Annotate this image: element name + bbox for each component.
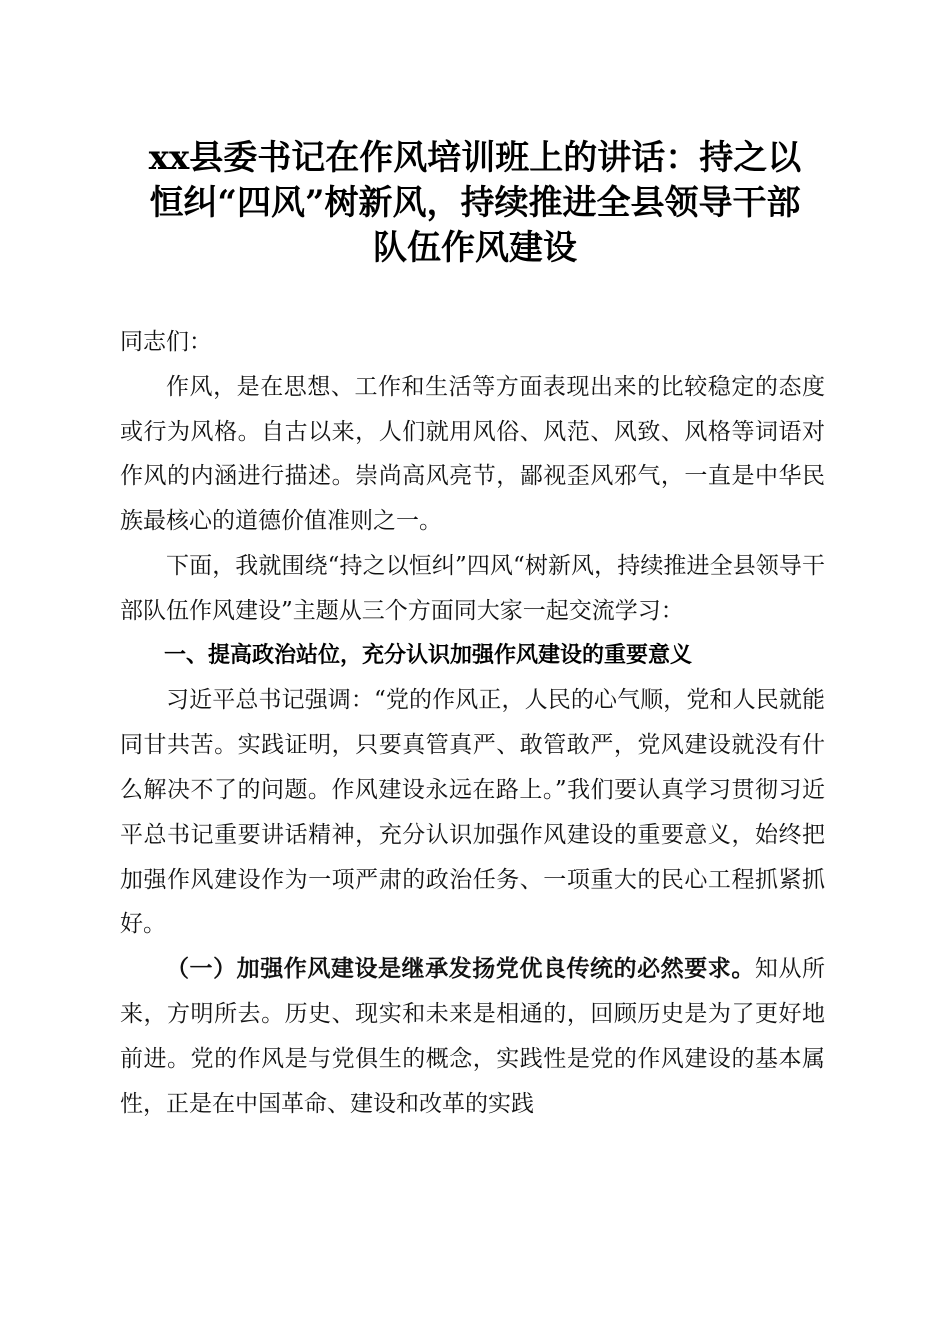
salutation: 同志们： [120, 329, 212, 355]
section-1-sub-1 [120, 947, 825, 1126]
title-line-2: 恒纠“四风”树新风，持续推进全县领导干部 [149, 183, 801, 223]
title-line-3: 队伍作风建设 [373, 228, 577, 268]
section-1-sub-1-heading: （一）加强作风建设是继承发扬党优良传统的必然要求。 [166, 955, 755, 983]
document-title [120, 136, 830, 271]
section-1-paragraph: 习近平总书记强调：“党的作风正，人民的心气顺，党和人民就能同甘共苦。实践证明，只要真管真严、敢管敢严，党风建设就没有什么解决不了的问题。作风建设永远在路上。”我们要认真学习贯彻习近平总书记重要讲话精神，充分认识加强作风建设的重要意义，始终把加强作风建设作为一项严肃的政治任务、一项重大的民心工程抓紧抓好。 [120, 687, 825, 938]
title-line-1: xx县委书记在作风培训班上的讲话：持之以 [148, 138, 802, 178]
document-body [120, 320, 825, 1126]
section-1-heading: 一、提高政治站位，充分认识加强作风建设的重要意义 [164, 642, 693, 668]
paragraph-outline: 下面，我就围绕“持之以恒纠”四风“树新风，持续推进全县领导干部队伍作风建设”主题从三个方面同大家一起交流学习： [120, 552, 825, 624]
section-1-sub-1-text: 知从所来，方明所去。历史、现实和未来是相通的，回顾历史是为了更好地前进。党的作风是与党俱生的概念，实践性是党的作风建设的基本属性，正是在中国革命、建设和改革的实践 [120, 956, 826, 1117]
paragraph-intro: 作风，是在思想、工作和生活等方面表现出来的比较稳定的态度或行为风格。自古以来，人们就用风俗、风范、风致、风格等词语对作风的内涵进行描述。崇尚高风亮节，鄙视歪风邪气，一直是中华民族最核心的道德价值准则之一。 [120, 373, 825, 535]
